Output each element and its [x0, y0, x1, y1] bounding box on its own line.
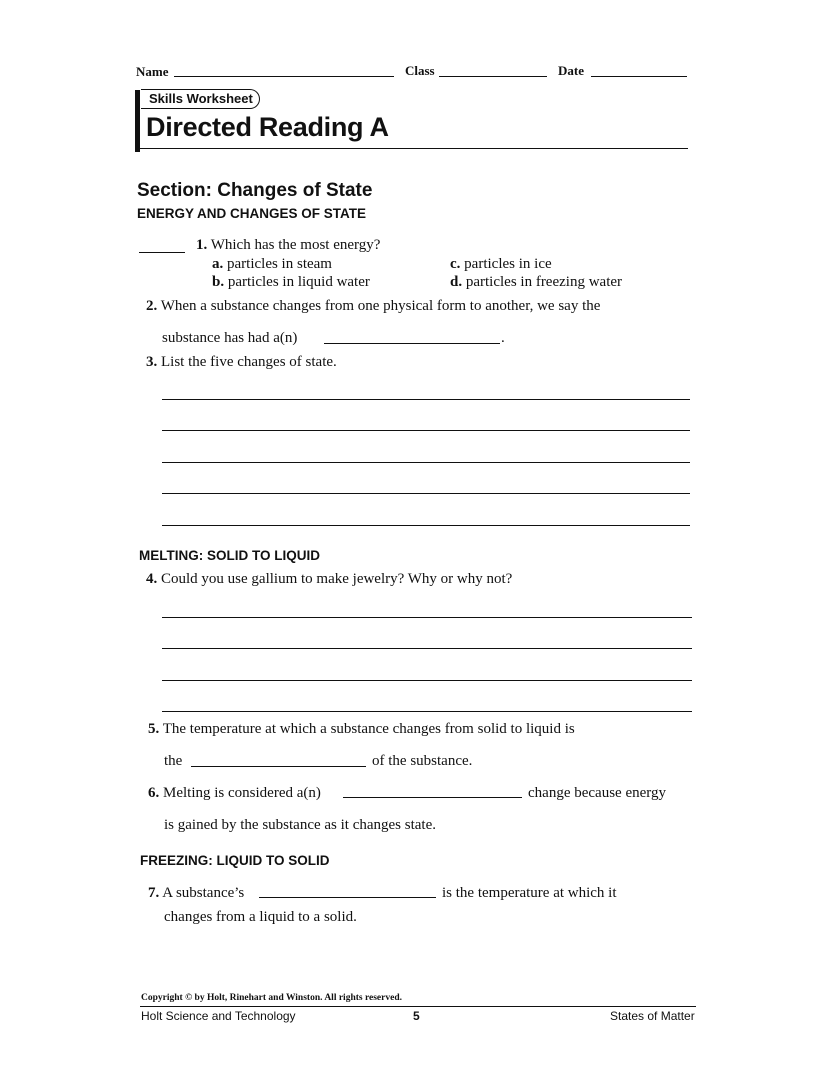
- q1-text: Which has the most energy?: [210, 237, 381, 253]
- q1-option-a: [212, 256, 332, 273]
- q2-line1: [146, 298, 600, 315]
- q1-option-d: [450, 274, 622, 291]
- q2-period: .: [501, 330, 505, 346]
- q5-answer-blank[interactable]: [191, 766, 366, 767]
- footer-book-title: Holt Science and Technology: [141, 1009, 296, 1023]
- q6-number: 6.: [148, 785, 160, 801]
- q4-text: Could you use gallium to make jewelry? Why or why not?: [161, 571, 513, 587]
- q3-answer-line-3[interactable]: [162, 462, 690, 463]
- q1-answer-blank[interactable]: [139, 252, 185, 253]
- q4-answer-line-3[interactable]: [162, 680, 692, 681]
- q3-answer-line-2[interactable]: [162, 430, 690, 431]
- q2-answer-blank[interactable]: [324, 343, 500, 344]
- q4-answer-line-2[interactable]: [162, 648, 692, 649]
- q7-line1: [148, 885, 244, 902]
- q3: [146, 354, 337, 371]
- name-label: Name: [136, 64, 169, 79]
- option-text: particles in steam: [227, 256, 332, 272]
- q7-line1-post: is the temperature at which it: [442, 885, 617, 901]
- q7-line2: changes from a liquid to a solid.: [164, 909, 357, 925]
- melting-heading: MELTING: SOLID TO LIQUID: [139, 548, 320, 563]
- name-field[interactable]: [174, 76, 394, 77]
- q4: [146, 571, 512, 588]
- q2-number: 2.: [146, 298, 158, 314]
- q7-answer-blank[interactable]: [259, 897, 436, 898]
- q5-line2-pre: the: [164, 753, 183, 769]
- q3-answer-line-5[interactable]: [162, 525, 690, 526]
- worksheet-title: Directed Reading A: [146, 112, 389, 142]
- q6-text: Melting is considered a(n): [163, 785, 321, 801]
- option-letter: b.: [212, 274, 225, 290]
- copyright-notice: Copyright © by Holt, Rinehart and Winston. All rights reserved.: [141, 993, 402, 1003]
- q4-answer-line-1[interactable]: [162, 617, 692, 618]
- footer-page-number: 5: [413, 1009, 420, 1023]
- title-accent-bar: [135, 90, 140, 152]
- q3-text: List the five changes of state.: [161, 354, 337, 370]
- q6-line1-post: change because energy: [528, 785, 666, 801]
- q1-option-c: [450, 256, 552, 273]
- q2-line2: substance has had a(n): [162, 330, 298, 346]
- q3-answer-line-4[interactable]: [162, 493, 690, 494]
- option-letter: a.: [212, 256, 224, 272]
- q3-answer-line-1[interactable]: [162, 399, 690, 400]
- q6-line1: [148, 785, 321, 802]
- q1-number: 1.: [196, 237, 208, 253]
- footer-chapter: States of Matter: [610, 1009, 695, 1023]
- date-field[interactable]: [591, 76, 687, 77]
- option-text: particles in liquid water: [227, 274, 370, 290]
- q7-number: 7.: [148, 885, 160, 901]
- option-text: particles in ice: [464, 256, 552, 272]
- freezing-heading: FREEZING: LIQUID TO SOLID: [140, 853, 330, 868]
- option-text: particles in freezing water: [465, 274, 623, 290]
- class-label: Class: [405, 63, 435, 78]
- q4-answer-line-4[interactable]: [162, 711, 692, 712]
- date-label: Date: [558, 63, 584, 78]
- q5-number: 5.: [148, 721, 160, 737]
- q1: [196, 237, 380, 254]
- section-subtitle: ENERGY AND CHANGES OF STATE: [137, 206, 367, 221]
- q4-number: 4.: [146, 571, 158, 587]
- q6-answer-blank[interactable]: [343, 797, 522, 798]
- footer-rule: [140, 1006, 696, 1007]
- worksheet-tag: Skills Worksheet: [141, 89, 260, 109]
- q1-option-b: [212, 274, 370, 291]
- class-field[interactable]: [439, 76, 547, 77]
- q3-number: 3.: [146, 354, 158, 370]
- q5-line2-post: of the substance.: [372, 753, 473, 769]
- option-letter: d.: [450, 274, 463, 290]
- q6-line2: is gained by the substance as it changes state.: [164, 817, 437, 833]
- option-letter: c.: [450, 256, 461, 272]
- title-rule: [140, 148, 688, 149]
- section-title: Section: Changes of State: [137, 180, 373, 201]
- q7-text: A substance’s: [162, 885, 245, 901]
- q5-text: The temperature at which a substance changes from solid to liquid is: [162, 721, 575, 737]
- q5-line1: [148, 721, 575, 738]
- q2-text: When a substance changes from one physical form to another, we say the: [160, 298, 601, 314]
